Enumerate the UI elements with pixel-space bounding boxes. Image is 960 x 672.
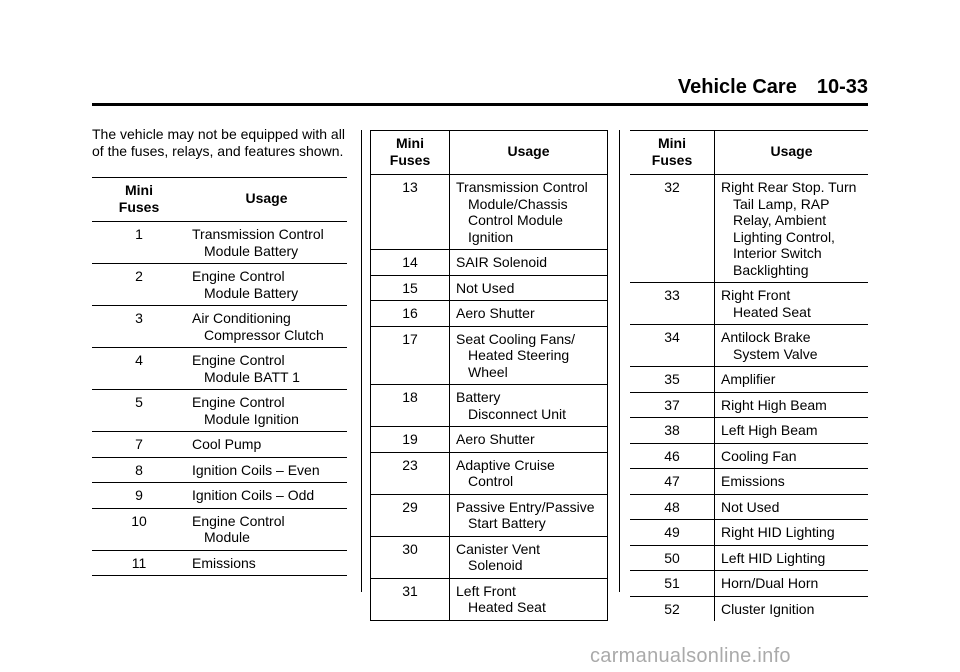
fuse-number: 37 bbox=[630, 392, 715, 418]
fuse-usage bbox=[186, 264, 347, 306]
table-row bbox=[630, 392, 868, 418]
usage-line: Solenoid bbox=[468, 557, 523, 573]
fuse-usage bbox=[450, 494, 608, 536]
usage-line: Battery bbox=[456, 389, 501, 405]
column-header-usage: Usage bbox=[245, 190, 288, 207]
table-row bbox=[630, 418, 868, 444]
usage-line: Emissions bbox=[721, 473, 785, 489]
table-row bbox=[371, 175, 608, 250]
usage-line: Cooling Fan bbox=[721, 447, 797, 464]
fuse-usage bbox=[186, 348, 347, 390]
fuse-usage bbox=[186, 222, 347, 264]
usage-line: Not Used bbox=[456, 279, 515, 296]
fuse-usage bbox=[715, 596, 869, 621]
fuse-number: 19 bbox=[371, 427, 450, 453]
table-row bbox=[630, 469, 868, 495]
fuse-usage bbox=[715, 494, 869, 520]
usage-line: Engine Control bbox=[192, 394, 285, 410]
fuse-number: 52 bbox=[630, 596, 715, 621]
usage-line: Control bbox=[468, 473, 514, 489]
table-row bbox=[630, 325, 868, 367]
usage-line: Ignition Coils – Odd bbox=[192, 487, 315, 503]
usage-line: Module Ignition bbox=[204, 410, 299, 427]
column-header-usage: Usage bbox=[507, 143, 550, 160]
fuse-number: 23 bbox=[371, 452, 450, 494]
usage-line: Control Module bbox=[468, 212, 563, 228]
fuse-number: 38 bbox=[630, 418, 715, 444]
fuse-usage bbox=[450, 250, 608, 276]
usage-line: SAIR Solenoid bbox=[456, 254, 548, 270]
column-header-fuse: Mini Fuses bbox=[118, 182, 160, 215]
fuse-usage bbox=[715, 571, 869, 597]
table-row bbox=[630, 283, 868, 325]
table-header-row bbox=[630, 131, 868, 175]
usage-line: Right Front bbox=[721, 287, 791, 303]
fuse-number: 47 bbox=[630, 469, 715, 495]
fuse-number: 31 bbox=[371, 578, 450, 620]
table-row bbox=[371, 452, 608, 494]
fuse-usage bbox=[186, 390, 347, 432]
usage-line: Transmission Control bbox=[456, 179, 588, 195]
header-rule bbox=[92, 103, 868, 106]
usage-line: Left HID Lighting bbox=[721, 549, 826, 566]
table-row bbox=[371, 385, 608, 427]
fuse-usage bbox=[715, 392, 869, 418]
fuse-number: 4 bbox=[92, 348, 186, 390]
fuse-usage bbox=[450, 175, 608, 250]
table-row bbox=[92, 550, 347, 576]
fuse-usage bbox=[715, 418, 869, 444]
column-header-usage: Usage bbox=[770, 143, 813, 160]
fuse-number: 11 bbox=[92, 550, 186, 576]
fuse-usage bbox=[450, 301, 608, 327]
fuse-number: 13 bbox=[371, 175, 450, 250]
fuse-usage bbox=[186, 457, 347, 483]
table-row bbox=[371, 578, 608, 620]
table-row bbox=[630, 367, 868, 393]
usage-line: Lighting Control, bbox=[733, 228, 835, 245]
fuse-usage bbox=[186, 508, 347, 550]
usage-line: Right Rear Stop. Turn bbox=[721, 179, 857, 195]
fuse-number: 1 bbox=[92, 222, 186, 264]
fuse-table-1 bbox=[92, 177, 347, 576]
usage-line: Horn/Dual Horn bbox=[721, 575, 819, 591]
table-header-row bbox=[92, 178, 347, 222]
page-header bbox=[678, 76, 868, 99]
table-row bbox=[92, 508, 347, 550]
fuse-usage bbox=[450, 452, 608, 494]
table-row bbox=[92, 483, 347, 509]
usage-line: Passive Entry/Passive bbox=[456, 498, 595, 515]
page-number: 10-33 bbox=[816, 76, 868, 98]
table-row bbox=[92, 390, 347, 432]
table-row bbox=[371, 326, 608, 385]
fuse-usage bbox=[715, 443, 869, 469]
fuse-number: 2 bbox=[92, 264, 186, 306]
table-row bbox=[630, 494, 868, 520]
table-row bbox=[92, 457, 347, 483]
usage-line: Module/Chassis bbox=[468, 195, 568, 212]
fuse-number: 10 bbox=[92, 508, 186, 550]
fuse-number: 51 bbox=[630, 571, 715, 597]
usage-line: Cool Pump bbox=[192, 436, 262, 452]
table-row bbox=[630, 596, 868, 621]
usage-line: Cluster Ignition bbox=[721, 600, 815, 617]
section-title: Vehicle Care bbox=[677, 76, 797, 98]
usage-line: Relay, Ambient bbox=[733, 212, 827, 228]
usage-line: Aero Shutter bbox=[456, 431, 535, 447]
table-row bbox=[371, 275, 608, 301]
usage-line: Module Battery bbox=[204, 242, 299, 259]
usage-line: Engine Control bbox=[192, 352, 285, 368]
fuse-number: 48 bbox=[630, 494, 715, 520]
table-row bbox=[92, 348, 347, 390]
usage-line: Disconnect Unit bbox=[468, 405, 567, 422]
usage-line: Not Used bbox=[721, 498, 780, 515]
usage-line: Left Front bbox=[456, 582, 516, 599]
fuse-number: 15 bbox=[371, 275, 450, 301]
column-header-fuse: Mini Fuses bbox=[630, 131, 715, 175]
fuse-number: 32 bbox=[630, 175, 715, 283]
fuse-table-2 bbox=[370, 130, 608, 621]
usage-line: Ignition bbox=[468, 228, 514, 245]
table-row bbox=[92, 306, 347, 348]
fuse-table-3 bbox=[630, 130, 868, 621]
fuse-number: 18 bbox=[371, 385, 450, 427]
column-divider bbox=[619, 130, 620, 592]
table-row bbox=[630, 443, 868, 469]
fuse-usage bbox=[186, 306, 347, 348]
usage-line: Wheel bbox=[468, 363, 508, 380]
usage-line: Heated Seat bbox=[468, 599, 546, 615]
fuse-number: 35 bbox=[630, 367, 715, 393]
usage-line: Start Battery bbox=[468, 515, 546, 531]
fuse-usage bbox=[715, 469, 869, 495]
usage-line: Adaptive Cruise bbox=[456, 456, 555, 473]
usage-line: Emissions bbox=[192, 554, 256, 571]
usage-line: Ignition Coils – Even bbox=[192, 461, 320, 478]
fuse-usage bbox=[715, 283, 869, 325]
fuse-number: 33 bbox=[630, 283, 715, 325]
table-row bbox=[92, 264, 347, 306]
fuse-number: 9 bbox=[92, 483, 186, 509]
watermark: carmanualsonline.info bbox=[590, 645, 791, 667]
fuse-usage bbox=[715, 520, 869, 546]
table-row bbox=[630, 571, 868, 597]
table-row bbox=[371, 536, 608, 578]
fuse-number: 7 bbox=[92, 432, 186, 458]
usage-line: Heated Steering bbox=[468, 347, 570, 363]
table-row bbox=[630, 520, 868, 546]
fuse-number: 16 bbox=[371, 301, 450, 327]
usage-line: Module BATT 1 bbox=[204, 368, 300, 385]
usage-line: Module Battery bbox=[204, 284, 299, 301]
usage-line: Canister Vent bbox=[456, 540, 541, 557]
fuse-usage bbox=[450, 578, 608, 620]
fuse-number: 49 bbox=[630, 520, 715, 546]
fuse-usage bbox=[186, 432, 347, 458]
fuse-number: 17 bbox=[371, 326, 450, 385]
table-row bbox=[630, 175, 868, 283]
fuse-number: 30 bbox=[371, 536, 450, 578]
fuse-number: 5 bbox=[92, 390, 186, 432]
usage-line: Antilock Brake bbox=[721, 329, 811, 345]
fuse-usage bbox=[715, 367, 869, 393]
intro-text: The vehicle may not be equipped with all of the fuses, relays, and features shown. bbox=[92, 126, 345, 159]
fuse-usage bbox=[450, 385, 608, 427]
table-row bbox=[92, 432, 347, 458]
fuse-usage bbox=[450, 427, 608, 453]
fuse-number: 3 bbox=[92, 306, 186, 348]
usage-line: Right HID Lighting bbox=[721, 524, 835, 540]
usage-line: Heated Seat bbox=[733, 303, 811, 320]
usage-line: Left High Beam bbox=[721, 422, 818, 438]
fuse-usage bbox=[450, 536, 608, 578]
usage-line: Engine Control bbox=[192, 268, 285, 284]
fuse-usage bbox=[715, 325, 869, 367]
usage-line: Engine Control bbox=[192, 512, 285, 529]
table-row bbox=[371, 301, 608, 327]
table-row bbox=[371, 494, 608, 536]
usage-line: Air Conditioning bbox=[192, 310, 291, 326]
column-header-fuse: Mini Fuses bbox=[371, 131, 450, 175]
fuse-usage bbox=[715, 175, 869, 283]
usage-line: Amplifier bbox=[721, 371, 776, 387]
usage-line: Seat Cooling Fans/ bbox=[456, 330, 576, 347]
usage-line: Aero Shutter bbox=[456, 305, 535, 321]
column-divider bbox=[361, 130, 362, 592]
fuse-usage bbox=[450, 275, 608, 301]
usage-line: Transmission Control bbox=[192, 226, 324, 242]
fuse-usage bbox=[450, 326, 608, 385]
usage-line: Interior Switch bbox=[733, 245, 822, 261]
fuse-usage bbox=[186, 550, 347, 576]
usage-line: System Valve bbox=[733, 345, 818, 362]
fuse-usage bbox=[715, 545, 869, 571]
table-row bbox=[92, 222, 347, 264]
usage-line: Compressor Clutch bbox=[204, 326, 324, 343]
table-row bbox=[630, 545, 868, 571]
fuse-number: 50 bbox=[630, 545, 715, 571]
usage-line: Module bbox=[204, 529, 250, 545]
fuse-number: 8 bbox=[92, 457, 186, 483]
table-header-row bbox=[371, 131, 608, 175]
table-row bbox=[371, 427, 608, 453]
fuse-number: 34 bbox=[630, 325, 715, 367]
fuse-number: 29 bbox=[371, 494, 450, 536]
usage-line: Backlighting bbox=[733, 261, 809, 278]
usage-line: Tail Lamp, RAP bbox=[733, 195, 830, 212]
usage-line: Right High Beam bbox=[721, 396, 827, 413]
fuse-usage bbox=[186, 483, 347, 509]
table-row bbox=[371, 250, 608, 276]
fuse-number: 14 bbox=[371, 250, 450, 276]
fuse-number: 46 bbox=[630, 443, 715, 469]
